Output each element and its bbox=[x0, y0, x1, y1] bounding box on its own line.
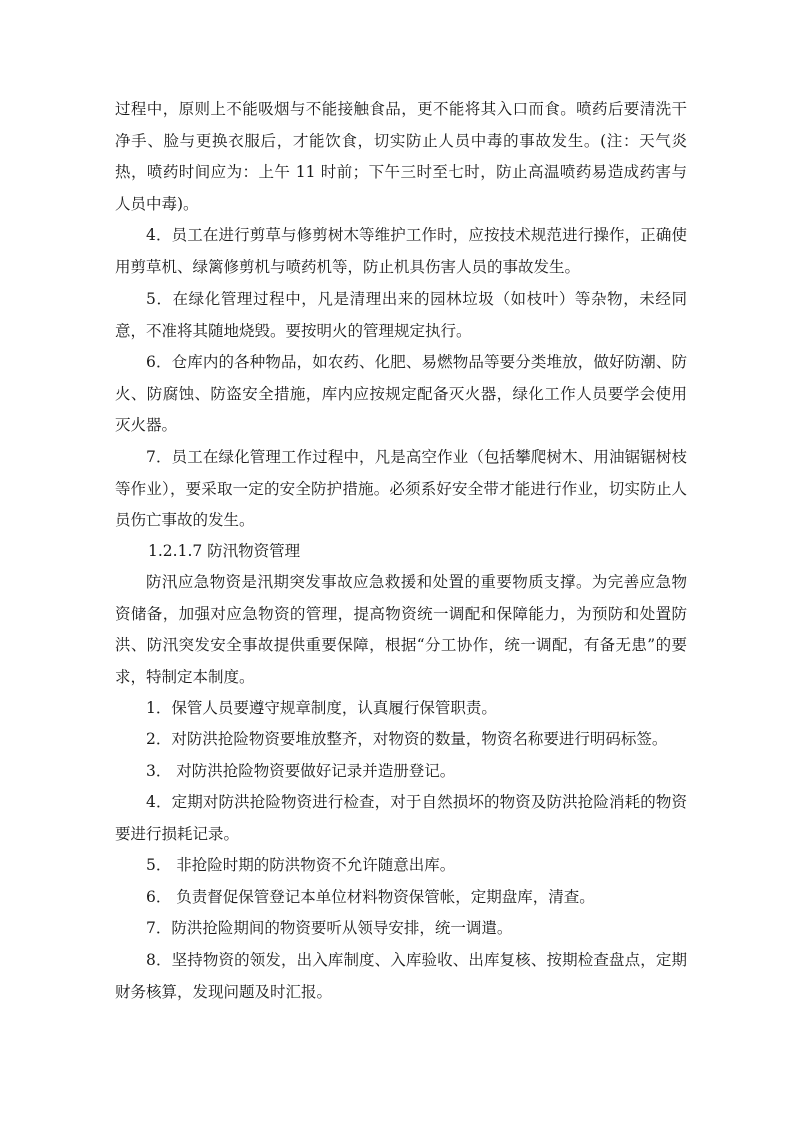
section-intro: 防汛应急物资是汛期突发事故应急救援和处置的重要物质支撑。为完善应急物资储备，加强对应急物资的管理，提高物资统一调配和保障能力，为预防和处置防洪、防汛突发安全事故提供重要保障，根据“分工协作，统一调配，有备无患”的要求，特制定本制度。 bbox=[115, 573, 687, 686]
list-item: 2．对防洪抢险物资要堆放整齐，对物资的数量，物资名称要进行明码标签。 bbox=[146, 730, 668, 748]
list-item: 4．定期对防洪抢险物资进行检查，对于自然损坏的物资及防洪抢险消耗的物资要进行损耗记录。 bbox=[115, 793, 687, 843]
list-item: 5． 非抢险时期的防洪物资不允许随意出库。 bbox=[146, 856, 456, 874]
list-item: 3． 对防洪抢险物资要做好记录并造册登记。 bbox=[146, 762, 456, 780]
paragraph-item-5: 5．在绿化管理过程中，凡是清理出来的园林垃圾（如枝叶）等杂物，未经同意，不准将其随地烧毁。要按明火的管理规定执行。 bbox=[115, 290, 687, 340]
section-heading: 1.2.1.7 防汛物资管理 bbox=[148, 542, 301, 560]
paragraph-item-4: 4．员工在进行剪草与修剪树木等维护工作时，应按技术规范进行操作，正确使用剪草机、绿篱修剪机与喷药机等，防止机具伤害人员的事故发生。 bbox=[115, 226, 687, 276]
list-item: 7．防洪抢险期间的物资要听从领导安排，统一调遣。 bbox=[146, 919, 513, 937]
list-item: 1．保管人员要遵守规章制度，认真履行保管职责。 bbox=[146, 699, 497, 717]
paragraph-spraying-safety: 过程中，原则上不能吸烟与不能接触食品，更不能将其入口而食。喷药后要清洗干净手、脸与更换衣服后，才能饮食，切实防止人员中毒的事故发生。(注：天气炎热，喷药时间应为：上午 11 时前；下午三时至七时，防止高温喷药易造成药害与人员中毒)。 bbox=[115, 100, 687, 213]
paragraph-item-6: 6．仓库内的各种物品，如农药、化肥、易燃物品等要分类堆放，做好防潮、防火、防腐蚀、防盗安全措施，库内应按规定配备灭火器，绿化工作人员要学会使用灭火器。 bbox=[115, 353, 687, 434]
list-item: 8．坚持物资的领发，出入库制度、入库验收、出库复核、按期检查盘点，定期财务核算，发现问题及时汇报。 bbox=[115, 951, 687, 1001]
paragraph-item-7: 7．员工在绿化管理工作过程中，凡是高空作业（包括攀爬树木、用油锯锯树枝等作业），要采取一定的安全防护措施。必须系好安全带才能进行作业，切实防止人员伤亡事故的发生。 bbox=[115, 448, 687, 529]
list-item: 6． 负责督促保管登记本单位材料物资保管帐，定期盘库，清查。 bbox=[146, 888, 595, 906]
